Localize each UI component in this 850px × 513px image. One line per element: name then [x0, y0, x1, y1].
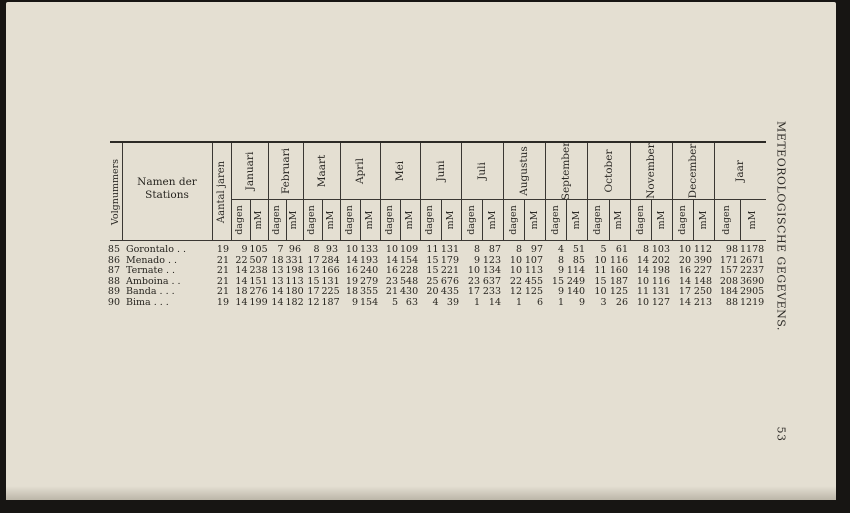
cell-mm: 109	[400, 244, 419, 255]
cell-dagen: 20	[426, 286, 439, 298]
header-month-juni: Juni	[434, 160, 447, 182]
cell-dagen: 11	[426, 244, 439, 255]
cell-mm: 355	[360, 286, 379, 298]
cell-mm: 166	[321, 265, 340, 277]
header-dagen: dagen	[676, 204, 688, 235]
cell-mm: 198	[285, 265, 304, 277]
header-mm: mM	[288, 210, 300, 229]
header-mm: mM	[570, 210, 582, 229]
header-volgnummers: Volgnummers	[110, 158, 121, 225]
row-number: 86	[107, 254, 120, 266]
cell-mm: 187	[321, 297, 340, 308]
header-mm: mM	[613, 210, 625, 229]
col-separator	[714, 143, 715, 240]
cell-dagen: 10	[678, 244, 691, 255]
col-separator	[545, 143, 546, 240]
header-mm: mM	[324, 210, 336, 229]
cell-dagen: 9	[473, 254, 480, 266]
cell-dagen: 16	[385, 265, 398, 277]
header-mm: mM	[252, 210, 264, 229]
header-dagen: dagen	[507, 204, 519, 235]
col-separator	[303, 143, 304, 240]
row-number: 90	[107, 297, 120, 308]
cell-dagen: 14	[385, 254, 398, 266]
cell-mm: 430	[400, 286, 419, 298]
cell-mm: 228	[400, 265, 419, 277]
cell-mm: 127	[651, 297, 670, 308]
cell-dagen: 10	[594, 254, 607, 266]
cell-dagen: 15	[594, 275, 607, 287]
cell-mm: 131	[651, 286, 670, 298]
cell-dagen: 12	[307, 297, 320, 308]
cell-mm: 637	[482, 275, 501, 287]
cell-dagen: 10	[467, 265, 480, 277]
cell-dagen: 16	[345, 265, 358, 277]
header-mm: mM	[528, 210, 540, 229]
header-mm: mM	[655, 210, 667, 229]
subcol-separator	[693, 199, 694, 240]
cell-dagen: 11	[594, 265, 607, 277]
cell-mm: 134	[482, 265, 501, 277]
cell-mm: 112	[693, 244, 712, 255]
subcol-separator	[360, 199, 361, 240]
cell-mm: 107	[524, 254, 543, 266]
aantal-jaren-value: 21	[216, 286, 229, 298]
header-stations: Namen der Stations	[137, 176, 197, 201]
cell-dagen: 14	[678, 297, 691, 308]
cell-dagen: 9	[241, 244, 248, 255]
cell-dagen: 9	[557, 265, 564, 277]
table-top-rule	[110, 141, 766, 143]
cell-mm: 131	[440, 244, 459, 255]
header-bottom-rule	[110, 240, 766, 241]
cell-dagen: 4	[557, 244, 564, 255]
subcol-separator	[250, 199, 251, 240]
cell-mm: 507	[249, 254, 268, 266]
cell-mm: 180	[285, 286, 304, 298]
subcol-separator	[524, 199, 525, 240]
station-name: Ternate . .	[126, 265, 176, 277]
subcol-separator	[482, 199, 483, 240]
cell-mm: 238	[249, 265, 268, 277]
cell-mm: 151	[249, 275, 268, 287]
cell-mm: 116	[609, 254, 628, 266]
cell-dagen: 16	[678, 265, 691, 277]
cell-mm: 26	[615, 297, 628, 308]
cell-dagen: 5	[391, 297, 398, 308]
header-dagen: dagen	[384, 204, 395, 235]
header-month-jaar: Jaar	[734, 160, 746, 182]
cell-dagen: 10	[385, 244, 398, 255]
cell-dagen: 14	[345, 254, 358, 266]
cell-dagen: 8	[642, 244, 649, 255]
header-mm: mM	[364, 210, 375, 229]
aantal-jaren-value: 21	[216, 254, 229, 266]
subcol-separator	[400, 199, 401, 240]
cell-mm: 9	[578, 297, 585, 308]
cell-mm: 123	[482, 254, 501, 266]
aantal-jaren-value: 19	[216, 297, 229, 308]
cell-dagen: 18	[345, 286, 358, 298]
cell-dagen: 13	[271, 265, 284, 277]
cell-dagen: 17	[678, 286, 691, 298]
cell-mm: 435	[440, 286, 459, 298]
cell-dagen: 1	[473, 297, 480, 308]
cell-dagen: 8	[473, 244, 480, 255]
cell-mm: 6	[536, 297, 543, 308]
cell-mm: 276	[249, 286, 268, 298]
cell-dagen: 10	[636, 275, 649, 287]
cell-dagen: 9	[351, 297, 358, 308]
cell-dagen: 25	[426, 275, 439, 287]
header-dagen: dagen	[721, 204, 732, 235]
cell-mm: 193	[360, 254, 379, 266]
col-separator	[461, 143, 462, 240]
col-separator	[122, 143, 123, 240]
cell-mm: 113	[285, 275, 304, 287]
cell-mm: 116	[651, 275, 670, 287]
cell-mm: 131	[321, 275, 340, 287]
header-mm: mM	[747, 210, 758, 229]
col-separator	[503, 143, 504, 240]
station-name: Banda . . .	[126, 286, 175, 298]
cell-mm: 179	[440, 254, 459, 266]
cell-mm: 113	[524, 265, 543, 277]
cell-mm: 2905	[740, 286, 765, 298]
header-mm: mM	[404, 210, 415, 229]
cell-dagen: 14	[235, 297, 248, 308]
cell-mm: 125	[524, 286, 543, 298]
cell-mm: 182	[285, 297, 304, 308]
header-dagen: dagen	[591, 204, 603, 235]
subcol-separator	[441, 199, 442, 240]
row-number: 88	[107, 275, 120, 287]
cell-dagen: 14	[235, 275, 248, 287]
subcol-separator	[286, 199, 287, 240]
cell-dagen: 23	[385, 275, 398, 287]
cell-dagen: 171	[719, 254, 738, 266]
station-name: Bima . . .	[126, 297, 169, 308]
header-month-december: December	[687, 143, 699, 199]
cell-dagen: 22	[235, 254, 248, 266]
aantal-jaren-value: 19	[216, 244, 229, 255]
cell-dagen: 8	[557, 254, 564, 266]
cell-mm: 249	[566, 275, 585, 287]
header-dagen: dagen	[634, 204, 646, 235]
cell-mm: 202	[651, 254, 670, 266]
cell-mm: 221	[440, 265, 459, 277]
cell-mm: 284	[321, 254, 340, 266]
cell-dagen: 18	[271, 254, 284, 266]
cell-dagen: 14	[678, 275, 691, 287]
cell-mm: 97	[530, 244, 543, 255]
cell-dagen: 1	[557, 297, 564, 308]
cell-dagen: 5	[600, 244, 607, 255]
cell-mm: 114	[566, 265, 585, 277]
cell-mm: 2671	[740, 254, 765, 266]
cell-dagen: 10	[594, 286, 607, 298]
cell-mm: 148	[693, 275, 712, 287]
header-mm: mM	[444, 210, 456, 229]
header-month-september: September	[560, 141, 572, 201]
cell-dagen: 23	[467, 275, 480, 287]
header-dagen: dagen	[549, 204, 561, 235]
header-month-februari: Februari	[279, 147, 292, 195]
row-number: 87	[107, 265, 120, 277]
cell-dagen: 12	[509, 286, 522, 298]
cell-mm: 140	[566, 286, 585, 298]
header-dagen: dagen	[465, 204, 477, 235]
cell-mm: 390	[693, 254, 712, 266]
cell-mm: 233	[482, 286, 501, 298]
cell-dagen: 14	[636, 254, 649, 266]
cell-dagen: 14	[235, 265, 248, 277]
cell-dagen: 15	[426, 254, 439, 266]
cell-mm: 103	[651, 244, 670, 255]
cell-dagen: 10	[636, 297, 649, 308]
cell-mm: 455	[524, 275, 543, 287]
cell-dagen: 19	[345, 275, 358, 287]
cell-dagen: 8	[313, 244, 320, 255]
cell-mm: 160	[609, 265, 628, 277]
cell-dagen: 21	[385, 286, 398, 298]
cell-dagen: 14	[271, 297, 284, 308]
subcol-separator	[609, 199, 610, 240]
cell-dagen: 14	[636, 265, 649, 277]
col-separator	[268, 143, 269, 240]
cell-mm: 331	[285, 254, 304, 266]
cell-mm: 133	[360, 244, 379, 255]
cell-mm: 1178	[740, 244, 765, 255]
cell-mm: 85	[572, 254, 585, 266]
cell-mm: 3690	[740, 275, 765, 287]
cell-dagen: 7	[277, 244, 284, 255]
cell-dagen: 1	[515, 297, 522, 308]
header-dagen: dagen	[270, 204, 282, 235]
cell-dagen: 208	[719, 275, 738, 287]
station-name: Gorontalo . .	[126, 244, 187, 255]
row-number: 89	[107, 286, 120, 298]
cell-dagen: 22	[509, 275, 522, 287]
header-dagen: dagen	[344, 204, 355, 235]
cell-dagen: 10	[509, 254, 522, 266]
cell-dagen: 13	[271, 275, 284, 287]
cell-dagen: 13	[307, 265, 320, 277]
header-month-januari: Januari	[243, 151, 256, 191]
cell-dagen: 9	[557, 286, 564, 298]
subcol-separator	[651, 199, 652, 240]
header-month-april: April	[354, 157, 366, 185]
cell-mm: 225	[321, 286, 340, 298]
cell-mm: 154	[400, 254, 419, 266]
col-separator	[672, 143, 673, 240]
cell-dagen: 18	[235, 286, 248, 298]
header-dagen: dagen	[234, 204, 246, 235]
cell-mm: 250	[693, 286, 712, 298]
cell-mm: 125	[609, 286, 628, 298]
cell-mm: 279	[360, 275, 379, 287]
cell-dagen: 15	[426, 265, 439, 277]
cell-mm: 198	[651, 265, 670, 277]
month-subheader-rule	[231, 199, 766, 200]
cell-dagen: 17	[307, 286, 320, 298]
cell-mm: 61	[615, 244, 628, 255]
cell-mm: 87	[488, 244, 501, 255]
cell-mm: 39	[446, 297, 459, 308]
col-separator	[380, 143, 381, 240]
header-month-november: November	[645, 143, 657, 199]
cell-mm: 105	[249, 244, 268, 255]
cell-dagen: 14	[271, 286, 284, 298]
cell-mm: 227	[693, 265, 712, 277]
cell-mm: 548	[400, 275, 419, 287]
cell-mm: 93	[325, 244, 338, 255]
col-separator	[340, 143, 341, 240]
cell-dagen: 8	[515, 244, 522, 255]
col-separator	[212, 143, 213, 240]
header-month-mei: Mei	[394, 160, 406, 182]
cell-mm: 213	[693, 297, 712, 308]
cell-mm: 240	[360, 265, 379, 277]
station-name: Menado . .	[126, 254, 178, 266]
header-month-augustus: Augustus	[518, 146, 530, 196]
cell-dagen: 88	[725, 297, 738, 308]
cell-dagen: 10	[345, 244, 358, 255]
aantal-jaren-value: 21	[216, 275, 229, 287]
cell-dagen: 184	[719, 286, 738, 298]
cell-dagen: 157	[719, 265, 738, 277]
cell-dagen: 10	[509, 265, 522, 277]
running-title: METEOROLOGISCHE GEGEVENS.	[774, 121, 788, 331]
subcol-separator	[322, 199, 323, 240]
cell-mm: 63	[405, 297, 418, 308]
cell-mm: 96	[288, 244, 301, 255]
header-mm: mM	[697, 210, 709, 229]
aantal-jaren-value: 21	[216, 265, 229, 277]
station-name: Amboina . .	[126, 275, 181, 287]
header-aantal-jaren: Aantal jaren	[215, 160, 227, 223]
cell-dagen: 4	[432, 297, 439, 308]
cell-dagen: 15	[551, 275, 564, 287]
cell-mm: 676	[440, 275, 459, 287]
col-separator	[231, 143, 232, 240]
cell-dagen: 11	[636, 286, 649, 298]
cell-dagen: 20	[678, 254, 691, 266]
subcol-separator	[566, 199, 567, 240]
cell-dagen: 3	[600, 297, 607, 308]
cell-mm: 187	[609, 275, 628, 287]
col-separator	[420, 143, 421, 240]
header-dagen: dagen	[306, 204, 318, 235]
cell-dagen: 98	[725, 244, 738, 255]
header-month-maart: Maart	[315, 154, 328, 188]
cell-dagen: 17	[467, 286, 480, 298]
cell-dagen: 17	[307, 254, 320, 266]
header-dagen: dagen	[424, 204, 436, 235]
cell-mm: 154	[360, 297, 379, 308]
header-month-october: October	[602, 149, 615, 193]
cell-mm: 14	[488, 297, 501, 308]
cell-mm: 1219	[740, 297, 765, 308]
subcol-separator	[740, 199, 741, 240]
header-month-juli: Juli	[476, 162, 488, 180]
cell-mm: 51	[572, 244, 585, 255]
col-separator	[587, 143, 588, 240]
cell-mm: 2237	[740, 265, 765, 277]
row-number: 85	[107, 244, 120, 255]
header-mm: mM	[486, 210, 498, 229]
page-number: 53	[774, 426, 788, 442]
col-separator	[630, 143, 631, 240]
cell-dagen: 15	[307, 275, 320, 287]
cell-mm: 199	[249, 297, 268, 308]
